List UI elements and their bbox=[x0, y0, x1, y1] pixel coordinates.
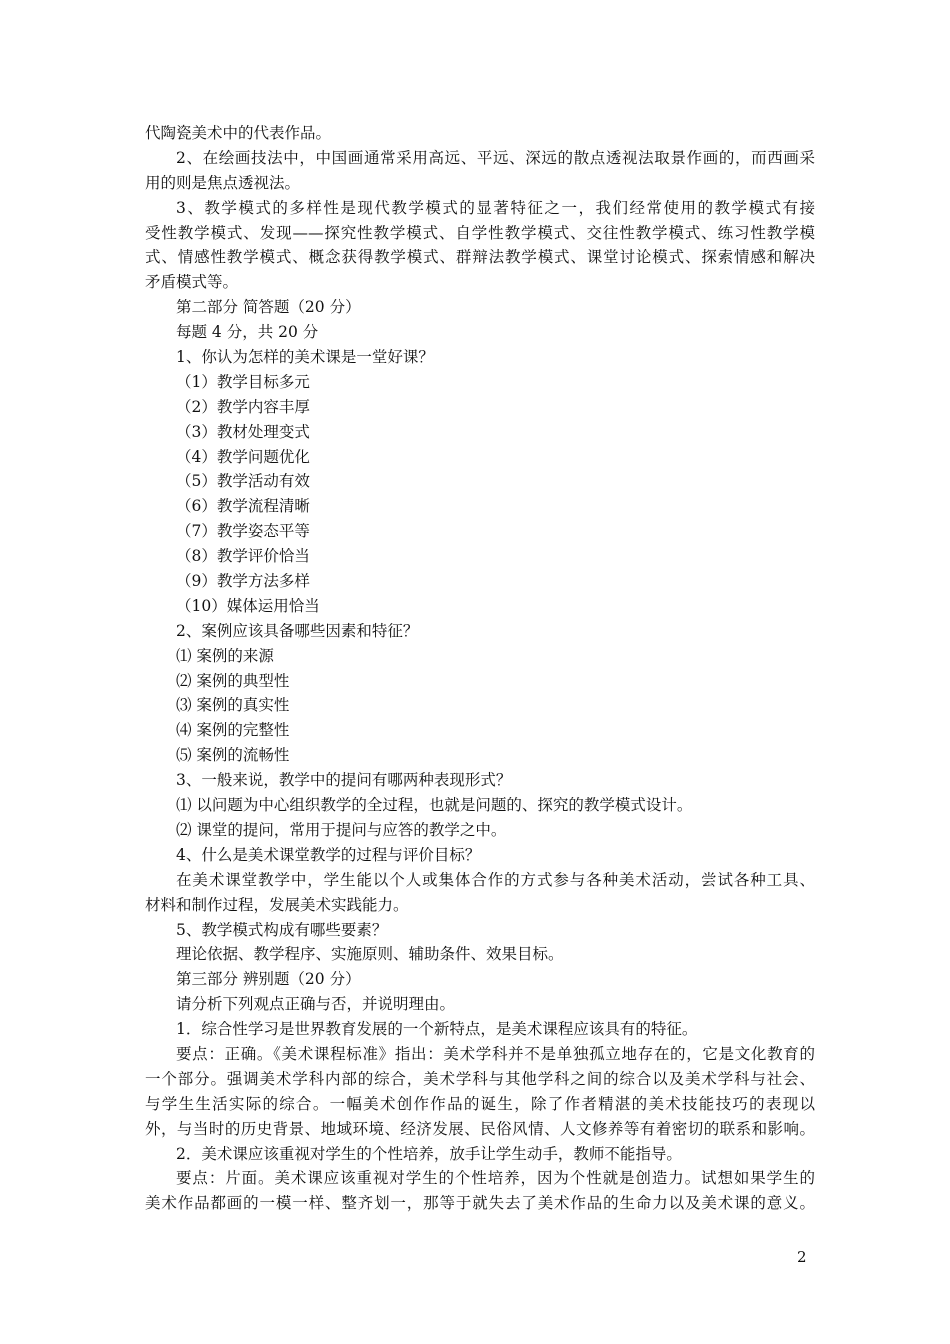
text-line: （5）教学活动有效 bbox=[176, 472, 310, 491]
text-line: ⑴ 案例的来源 bbox=[176, 646, 274, 665]
text-line: 3、一般来说，教学中的提问有哪两种表现形式？ bbox=[176, 771, 512, 790]
text-line: （6）教学流程清晰 bbox=[176, 497, 310, 516]
text-line: 美术作品都画的一模一样、整齐划一，那等于就失去了美术作品的生命力以及美术课的意义。 bbox=[145, 1194, 815, 1213]
text-line: 1、你认为怎样的美术课是一堂好课？ bbox=[176, 348, 434, 367]
text-line: 理论依据、教学程序、实施原则、辅助条件、效果目标。 bbox=[176, 945, 564, 964]
text-line: 外，与当时的历史背景、地域环境、经济发展、民俗风情、人文修养等有着密切的联系和影响。 bbox=[145, 1119, 815, 1138]
text-line: 每题 4 分，共 20 分 bbox=[176, 323, 319, 342]
text-line: 材料和制作过程，发展美术实践能力。 bbox=[145, 895, 409, 914]
text-line: 受性教学模式、发现——探究性教学模式、自学性教学模式、交往性教学模式、练习性教学模 bbox=[145, 223, 815, 242]
text-line: ⑴ 以问题为中心组织教学的全过程，也就是问题的、探究的教学模式设计。 bbox=[176, 796, 693, 815]
text-line: ⑵ 课堂的提问，常用于提问与应答的教学之中。 bbox=[176, 820, 507, 839]
text-line: 4、什么是美术课堂教学的过程与评价目标？ bbox=[176, 845, 481, 864]
text-line: 用的则是焦点透视法。 bbox=[145, 173, 301, 192]
text-line: 要点：片面。美术课应该重视对学生的个性培养，因为个性就是创造力。试想如果学生的 bbox=[176, 1169, 815, 1188]
text-line: 2．美术课应该重视对学生的个性培养，放手让学生动手，教师不能指导。 bbox=[176, 1144, 682, 1163]
document-body bbox=[145, 121, 815, 1216]
text-line: （7）教学姿态平等 bbox=[176, 522, 310, 541]
text-line: （4）教学问题优化 bbox=[176, 447, 310, 466]
text-line: ⑷ 案例的完整性 bbox=[176, 721, 290, 740]
text-line: 要点：正确。《美术课程标准》指出：美术学科并不是单独孤立地存在的，它是文化教育的 bbox=[176, 1044, 815, 1063]
text-line: （9）教学方法多样 bbox=[176, 572, 310, 591]
text-line: 第二部分 简答题（20 分） bbox=[176, 298, 361, 317]
text-line: 1．综合性学习是世界教育发展的一个新特点，是美术课程应该具有的特征。 bbox=[176, 1020, 698, 1039]
text-line: 3、教学模式的多样性是现代教学模式的显著特征之一，我们经常使用的教学模式有接 bbox=[176, 198, 815, 217]
text-line: 一个部分。强调美术学科内部的综合，美术学科与其他学科之间的综合以及美术学科与社会、 bbox=[145, 1069, 815, 1088]
page-number: 2 bbox=[797, 1248, 807, 1266]
text-line: （10）媒体运用恰当 bbox=[176, 596, 320, 615]
text-line: 2、在绘画技法中，中国画通常采用高远、平远、深远的散点透视法取景作画的，而西画采 bbox=[176, 148, 815, 167]
text-line: （3）教材处理变式 bbox=[176, 422, 310, 441]
text-line: ⑵ 案例的典型性 bbox=[176, 671, 290, 690]
text-line: 与学生生活实际的综合。一幅美术创作作品的诞生，除了作者精湛的美术技能技巧的表现以 bbox=[145, 1094, 815, 1113]
text-line: （1）教学目标多元 bbox=[176, 372, 310, 391]
text-line: ⑶ 案例的真实性 bbox=[176, 696, 290, 715]
text-line: 式、情感性教学模式、概念获得教学模式、群辩法教学模式、课堂讨论模式、探索情感和解决 bbox=[145, 248, 815, 267]
text-line: 矛盾模式等。 bbox=[145, 273, 239, 292]
text-line: 在美术课堂教学中，学生能以个人或集体合作的方式参与各种美术活动，尝试各种工具、 bbox=[176, 870, 815, 889]
text-line: （8）教学评价恰当 bbox=[176, 547, 310, 566]
text-line: 请分析下列观点正确与否，并说明理由。 bbox=[176, 995, 456, 1014]
text-line: 2、案例应该具备哪些因素和特征？ bbox=[176, 621, 419, 640]
text-line: 5、教学模式构成有哪些要素？ bbox=[176, 920, 388, 939]
text-line: （2）教学内容丰厚 bbox=[176, 397, 310, 416]
text-line: 第三部分 辨别题（20 分） bbox=[176, 970, 361, 989]
text-line: ⑸ 案例的流畅性 bbox=[176, 746, 290, 765]
text-line: 代陶瓷美术中的代表作品。 bbox=[145, 124, 332, 142]
